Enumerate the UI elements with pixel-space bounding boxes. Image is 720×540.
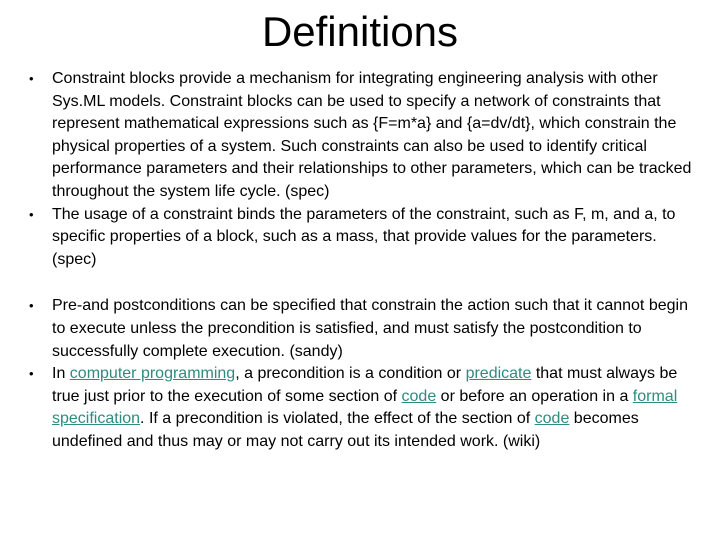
link-formal-specification[interactable]: formal specification bbox=[52, 387, 678, 428]
text-segment: or before an operation in a bbox=[436, 387, 633, 405]
link-code[interactable]: code bbox=[401, 387, 437, 405]
text-segment: . If a precondition is violated, the effect of the section of bbox=[140, 410, 535, 428]
bullet-dot-icon: • bbox=[29, 298, 34, 314]
bullet-item-constraint-usage bbox=[0, 204, 720, 272]
bullet-dot-icon: • bbox=[29, 71, 34, 86]
text-segment: , a precondition is a condition or bbox=[235, 365, 466, 383]
text-segment: becomes undefined and thus may or may not carry out its intended work. (wiki) bbox=[52, 410, 639, 450]
text-segment: In bbox=[52, 365, 70, 383]
bullet-list bbox=[0, 68, 720, 454]
link-predicate[interactable]: predicate bbox=[465, 365, 532, 383]
bullet-item-precondition-definition bbox=[0, 363, 720, 453]
bullet-dot-icon: • bbox=[29, 366, 34, 382]
bullet-item-pre-postconditions bbox=[0, 295, 720, 363]
bullet-text: Pre-and postconditions can be specified that constrain the action such that it cannot begin to execute unless the precondition is satisfied, and must satisfy the postcondition to successfully complete execution. (sandy) bbox=[52, 297, 688, 360]
link-code-second[interactable]: code bbox=[534, 410, 570, 428]
bullet-text bbox=[52, 365, 677, 450]
slide-title: Definitions bbox=[261, 8, 459, 55]
bullet-dot-icon: • bbox=[29, 206, 34, 222]
text-segment: that must always be true just prior to the execution of some section of bbox=[52, 365, 678, 405]
link-computer-programming[interactable]: computer programming bbox=[69, 365, 236, 383]
bullet-item-constraint-blocks bbox=[0, 68, 720, 204]
bullet-text: Constraint blocks provide a mechanism for integrating engineering analysis with other Sys.ML models. Constraint blocks can be used to specify a network of constraints that represent mathematical expressions such as {F=m*a} and {a=dv/dt}, which constrain the physical properties of a system. Such constraints can also be used to identify critical performance parameters and their relationships to other parameters, which can be tracked throughout the system life cycle. (spec) bbox=[52, 70, 692, 200]
bullet-text: The usage of a constraint binds the parameters of the constraint, such as F, m, and a, to specific properties of a block, such as a mass, that provide values for the parameters. (spec) bbox=[52, 205, 676, 268]
